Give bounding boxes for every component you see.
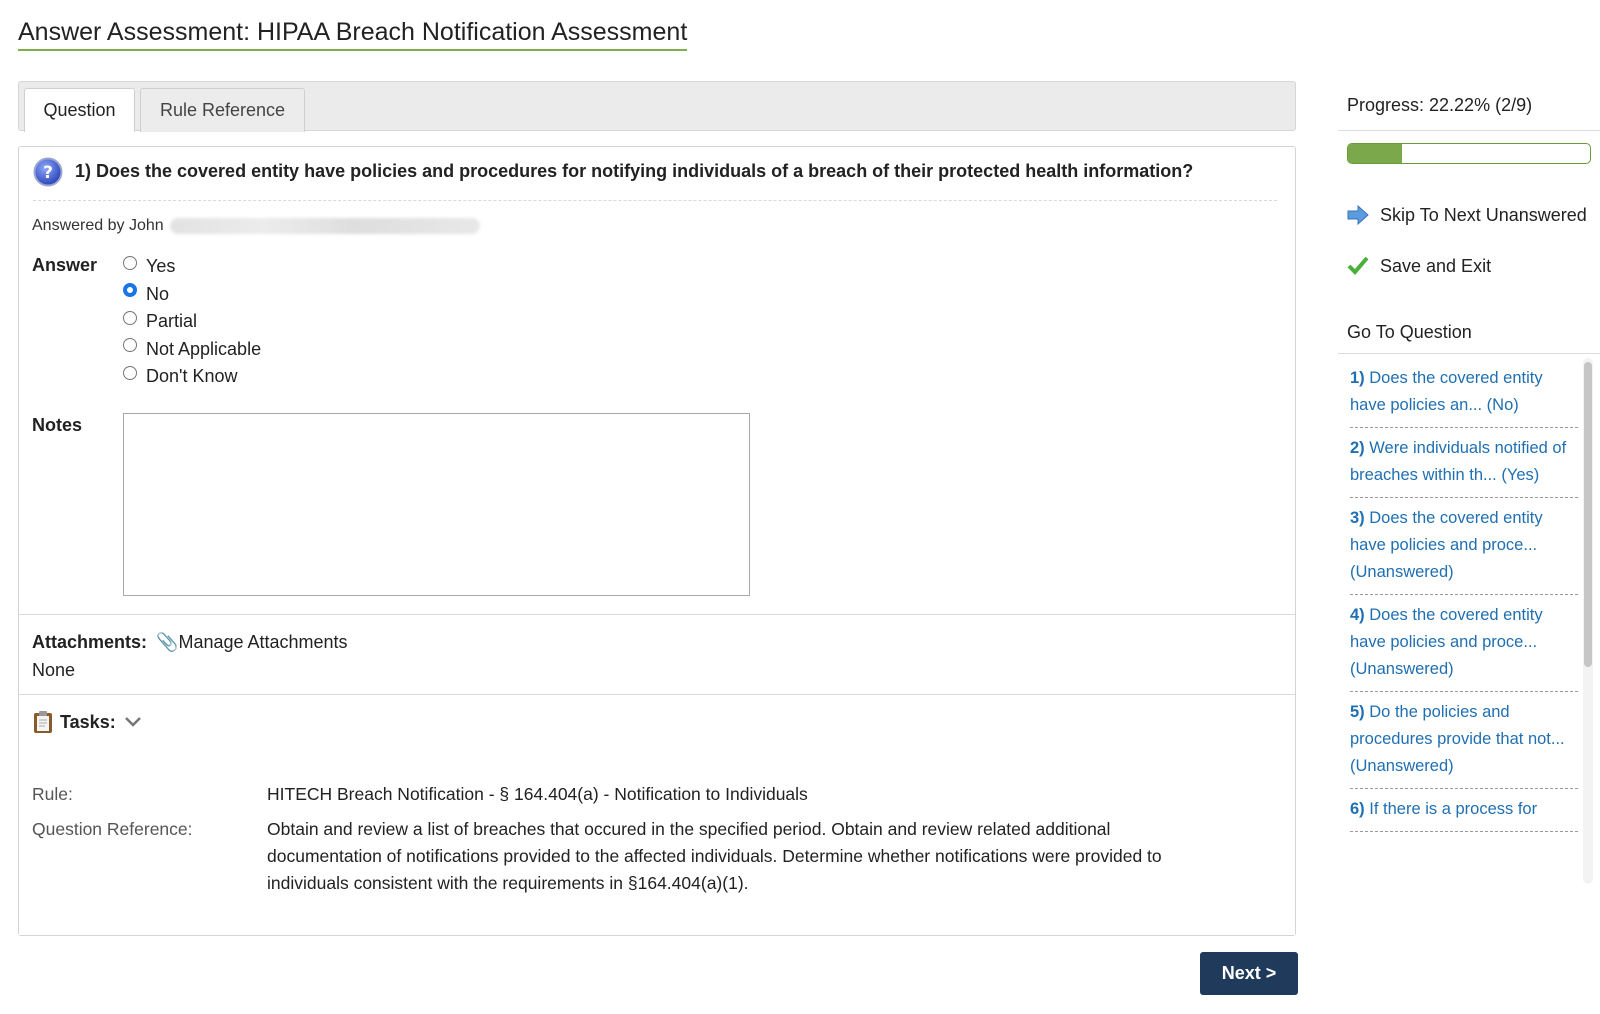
save-and-exit-link[interactable] — [1346, 254, 1491, 278]
question-link[interactable] — [1350, 595, 1578, 692]
radio-yes[interactable] — [123, 256, 137, 270]
question-link-text: Were individuals notified of breaches within th... (Yes) — [1350, 439, 1567, 484]
tasks-row[interactable] — [32, 710, 142, 734]
question-link-text: Does the covered entity have policies an... (No) — [1350, 369, 1543, 414]
question-list-scrollbar[interactable] — [1583, 358, 1593, 884]
progress-label: Progress: 22.22% (2/9) — [1347, 95, 1533, 115]
scrollbar-thumb[interactable] — [1584, 362, 1592, 667]
page-title: Answer Assessment: HIPAA Breach Notification Assessment — [18, 16, 687, 51]
next-button[interactable]: Next > — [1200, 952, 1298, 995]
notes-textarea[interactable] — [123, 413, 750, 596]
svg-text:?: ? — [43, 163, 53, 183]
option-label: Not Applicable — [146, 338, 262, 359]
arrow-right-icon — [1346, 203, 1370, 227]
option-label: No — [146, 283, 170, 304]
divider — [19, 614, 1295, 615]
rule-reference-section — [19, 764, 1295, 935]
chevron-down-icon[interactable] — [124, 716, 142, 728]
question-text: 1) Does the covered entity have policies and procedures for notifying individuals of a breach of their protected health information? — [75, 161, 1194, 181]
option-label: Don't Know — [146, 366, 238, 387]
answer-option-dont-know[interactable] — [123, 363, 261, 391]
question-reference-label: Question Reference: — [32, 819, 193, 839]
save-exit-label: Save and Exit — [1380, 255, 1492, 276]
question-link[interactable] — [1350, 789, 1578, 832]
redacted-text — [170, 218, 480, 234]
answer-option-no[interactable] — [123, 281, 261, 309]
clipboard-icon — [32, 710, 54, 734]
answered-by-text: Answered by John — [32, 217, 164, 234]
answer-option-yes[interactable] — [123, 253, 261, 281]
progress-bar — [1347, 143, 1591, 164]
notes-label: Notes — [32, 415, 83, 435]
skip-label: Skip To Next Unanswered — [1380, 204, 1587, 225]
divider — [1338, 130, 1600, 131]
tab-rule-reference[interactable]: Rule Reference — [140, 88, 305, 132]
question-number: 4) — [1350, 606, 1365, 624]
radio-no[interactable] — [123, 283, 137, 297]
question-link[interactable] — [1350, 358, 1578, 428]
answer-label: Answer — [32, 255, 98, 275]
question-panel — [18, 146, 1296, 936]
tasks-label: Tasks: — [60, 711, 116, 732]
answered-by — [32, 217, 480, 235]
tab-question[interactable]: Question — [24, 88, 135, 132]
option-label: Partial — [146, 311, 198, 332]
tab-bar — [18, 81, 1296, 131]
question-header — [33, 157, 1277, 201]
go-to-question-label: Go To Question — [1347, 322, 1472, 342]
answer-option-partial[interactable] — [123, 308, 261, 336]
option-label: Yes — [146, 256, 176, 277]
divider — [1338, 353, 1600, 354]
manage-attachments-link[interactable]: Manage Attachments — [178, 632, 348, 652]
answer-options — [123, 253, 261, 391]
question-link-text: Does the covered entity have policies and proce... (Unanswered) — [1350, 606, 1543, 678]
radio-partial[interactable] — [123, 311, 137, 325]
question-number: 2) — [1350, 439, 1365, 457]
question-reference-value: Obtain and review a list of breaches that occured in the specified period. Obtain and review related additional documentation of notifications provided to the affected individuals. Determine whether notifications were provided to individuals consistent with the requirements in §164.404(a)(1). — [267, 819, 1162, 893]
question-link-text: Does the covered entity have policies and proce... (Unanswered) — [1350, 509, 1543, 581]
rule-value: HITECH Breach Notification - § 164.404(a) - Notification to Individuals — [267, 784, 808, 804]
question-link[interactable] — [1350, 498, 1578, 595]
radio-not-applicable[interactable] — [123, 338, 137, 352]
paperclip-icon: 📎 — [156, 632, 179, 652]
question-list — [1338, 358, 1590, 884]
progress-fill — [1348, 144, 1402, 163]
divider — [19, 694, 1295, 695]
question-link[interactable] — [1350, 692, 1578, 789]
attachments-value: None — [32, 660, 76, 680]
question-link-text: Do the policies and procedures provide that not... (Unanswered) — [1350, 703, 1565, 775]
question-link-text: If there is a process for — [1369, 800, 1538, 818]
radio-dont-know[interactable] — [123, 366, 137, 380]
help-icon — [33, 157, 63, 187]
skip-to-next-unanswered-link[interactable] — [1346, 203, 1587, 227]
attachments-label: Attachments: — [32, 632, 148, 652]
question-link[interactable] — [1350, 428, 1578, 498]
rule-label: Rule: — [32, 784, 73, 804]
question-number: 6) — [1350, 800, 1365, 818]
question-number: 1) — [1350, 369, 1365, 387]
attachments-row — [32, 632, 348, 653]
question-number: 5) — [1350, 703, 1365, 721]
checkmark-icon — [1346, 254, 1370, 278]
question-number: 3) — [1350, 509, 1365, 527]
answer-option-not-applicable[interactable] — [123, 336, 261, 364]
